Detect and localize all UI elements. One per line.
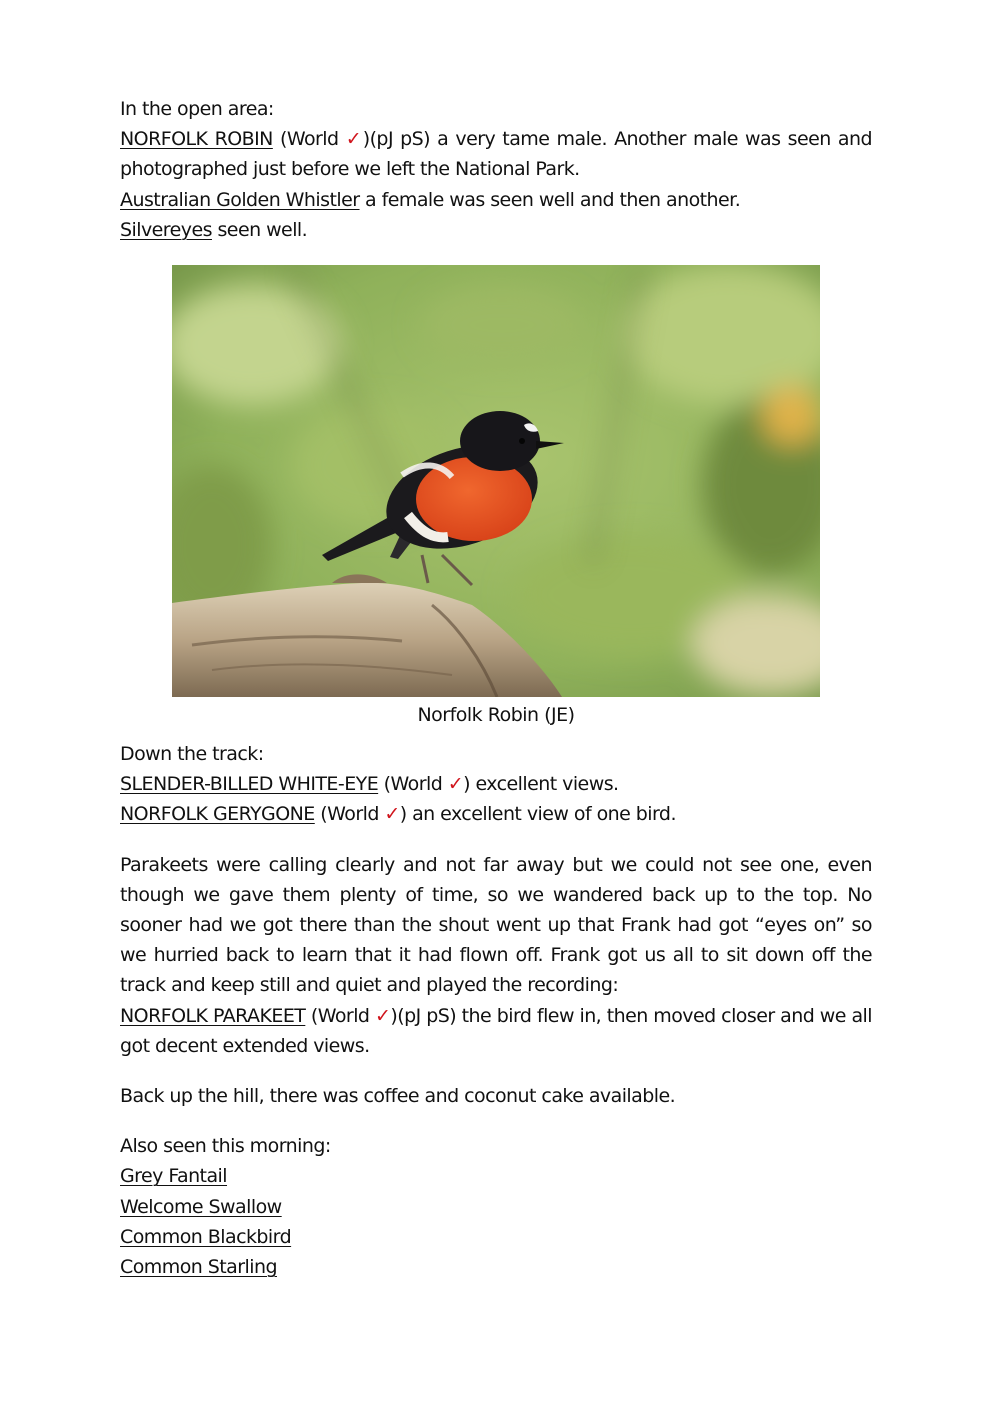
open-area-heading: In the open area: (120, 98, 274, 120)
also-seen-heading: Also seen this morning: (120, 1135, 331, 1158)
list-item (120, 1252, 872, 1282)
coffee-paragraph: Back up the hill, there was coffee and coconut cake available. (120, 1085, 676, 1108)
tick-icon: ✓ (447, 773, 464, 796)
list-item (120, 1161, 872, 1191)
robin-text: a very tame male. Another male was seen and photographed just before we left the National Park. (120, 128, 872, 181)
robin-photo (172, 265, 820, 697)
parakeet-entry (120, 1001, 872, 1061)
white-eye-name: SLENDER-BILLED WHITE-EYE (120, 773, 379, 796)
parakeet-world-close: )(pJ pS) (390, 1004, 457, 1027)
gerygone-text: an excellent view of one bird. (406, 803, 676, 826)
list-item (120, 1222, 872, 1252)
parakeet-name: NORFOLK PARAKEET (120, 1004, 306, 1027)
robin-name: NORFOLK ROBIN (120, 128, 273, 151)
silvereyes-name: Silvereyes (120, 218, 212, 241)
parakeet-world-open: (World (310, 1004, 375, 1027)
gerygone-name: NORFOLK GERYGONE (120, 803, 315, 826)
bird-common-starling: Common Starling (120, 1256, 277, 1279)
intro-section (120, 94, 872, 245)
bird-common-blackbird: Common Blackbird (120, 1225, 292, 1248)
parakeet-paragraph: Parakeets were calling clearly and not far away but we could not see one, even though we gave them plenty of time, so we wandered back up to the top. No sooner had we got there than the shout went up that Frank had got “eyes on” so we hurried back to learn that it had flown off. Frank got us all to sit down off the track and keep still and quiet and played the recording: (120, 853, 872, 997)
parakeet-after: the bird flew in, then moved closer and we all got decent extended views. (120, 1004, 872, 1057)
track-heading: Down the track: (120, 743, 264, 765)
silvereyes-text: seen well. (211, 218, 308, 241)
gerygone-entry (120, 799, 872, 829)
bird-grey-fantail: Grey Fantail (120, 1165, 228, 1188)
white-eye-world-open: (World (383, 773, 448, 796)
whistler-name: Australian Golden Whistler (120, 188, 360, 211)
whistler-text: a female was seen well and then another. (359, 188, 741, 211)
robin-world-close: )(pJ pS) (362, 128, 431, 151)
robin-illustration (172, 265, 820, 697)
white-eye-world-close: ) (463, 773, 470, 796)
white-eye-entry (120, 769, 872, 799)
photo-caption: Norfolk Robin (JE) (417, 704, 575, 726)
gerygone-world-close: ) (399, 803, 407, 826)
tick-icon: ✓ (384, 803, 400, 826)
gerygone-world-open: (World (320, 803, 385, 826)
bird-welcome-swallow: Welcome Swallow (120, 1195, 282, 1218)
robin-entry (120, 124, 872, 184)
track-section (120, 739, 872, 1282)
tick-icon: ✓ (374, 1004, 391, 1027)
silvereyes-entry (120, 215, 872, 245)
list-item (120, 1192, 872, 1222)
tick-icon: ✓ (345, 128, 363, 151)
robin-world-open: (World (279, 128, 346, 151)
white-eye-text: excellent views. (469, 773, 619, 796)
whistler-entry (120, 185, 872, 215)
